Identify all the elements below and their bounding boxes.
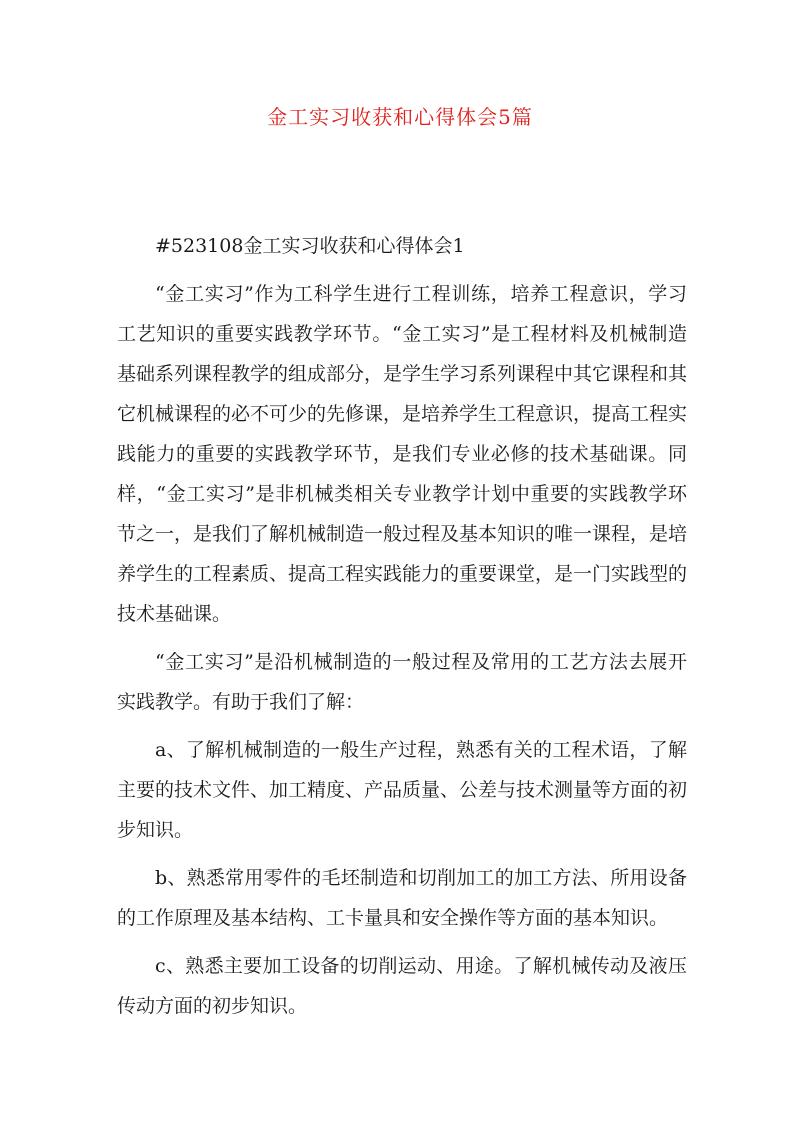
- paragraph: “金工实习”是沿机械制造的一般过程及常用的工艺方法去展开实践教学。有助于我们了解：: [117, 651, 687, 713]
- section-heading: #523108金工实习收获和心得体会1: [155, 235, 465, 257]
- list-item: c、熟悉主要加工设备的切削运动、用途。了解机械传动及液压传动方面的初步知识。: [117, 955, 687, 1017]
- document-title: 金工实习收获和心得体会5篇: [267, 105, 533, 129]
- list-item: b、熟悉常用零件的毛坯制造和切削加工的加工方法、所用设备的工作原理及基本结构、工卡量具和安全操作等方面的基本知识。: [117, 867, 687, 929]
- document-body: [117, 226, 687, 1034]
- list-item: a、了解机械制造的一般生产过程，熟悉有关的工程术语，了解主要的技术文件、加工精度、产品质量、公差与技术测量等方面的初步知识。: [117, 739, 688, 841]
- paragraph: “金工实习”作为工科学生进行工程训练，培养工程意识，学习工艺知识的重要实践教学环节。“金工实习”是工程材料及机械制造基础系列课程教学的组成部分，是学生学习系列课程中其它课程和其它机械课程的必不可少的先修课，是培养学生工程意识，提高工程实践能力的重要的实践教学环节，是我们专业必修的技术基础课。同样，“金工实习”是非机械类相关专业教学计划中重要的实践教学环节之一，是我们了解机械制造一般过程及基本知识的唯一课程，是培养学生的工程素质、提高工程实践能力的重要课堂，是一门实践型的技术基础课。: [117, 283, 688, 625]
